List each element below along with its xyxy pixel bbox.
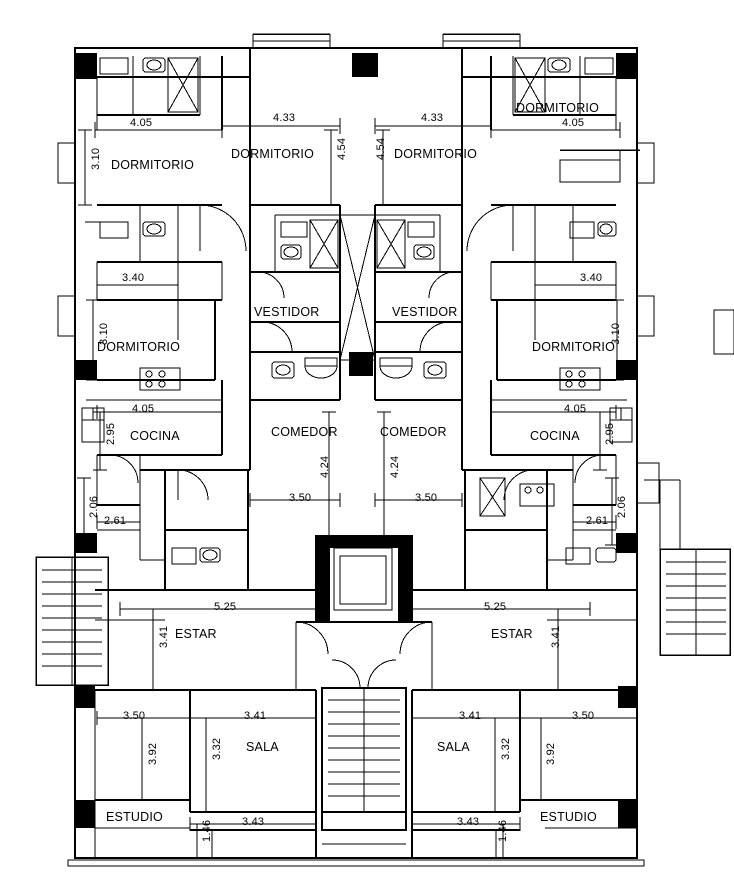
dim-261-l: 2.61	[104, 515, 127, 527]
dim-454-l: 4.54	[336, 137, 348, 160]
dim-310-ml: 3.10	[98, 322, 110, 345]
dim-341-bl: 3.41	[244, 710, 267, 722]
estudio-right: ESTUDIO	[540, 810, 597, 824]
dim-424-l: 4.24	[319, 455, 331, 478]
dim-350-bl: 3.50	[123, 710, 146, 722]
dim-405-ml: 4.05	[132, 403, 155, 415]
vestidor-right: VESTIDOR	[392, 305, 458, 319]
dim-332-r: 3.32	[500, 737, 512, 760]
dormitorio-top-left: DORMITORIO	[111, 158, 195, 172]
dim-341-br: 3.41	[459, 710, 482, 722]
dim-332-l: 3.32	[211, 737, 223, 760]
dim-405-tl: 4.05	[130, 117, 153, 129]
dim-405-tr: 4.05	[562, 117, 585, 129]
dim-341-er: 3.41	[550, 625, 562, 648]
dim-525-l: 5.25	[214, 601, 237, 613]
dim-310-mr: 3.10	[610, 322, 622, 345]
dim-433-tr: 4.33	[421, 112, 444, 124]
dim-206-r: 2.06	[616, 495, 628, 518]
dormitorio-mid-left: DORMITORIO	[97, 340, 181, 354]
estudio-left: ESTUDIO	[106, 810, 163, 824]
dim-343-br: 3.43	[457, 816, 480, 828]
sala-left: SALA	[246, 740, 279, 754]
comedor-left: COMEDOR	[271, 425, 338, 439]
cocina-right: COCINA	[530, 429, 580, 443]
dim-295-r: 2.95	[604, 422, 616, 445]
dim-350-br: 3.50	[572, 710, 595, 722]
dim-146-l: 1.46	[201, 819, 213, 842]
dormitorio-mid-right: DORMITORIO	[532, 340, 616, 354]
estar-left: ESTAR	[175, 627, 217, 641]
dim-261-r: 2.61	[586, 515, 609, 527]
dormitorio-top-right: DORMITORIO	[516, 101, 600, 115]
dim-424-r: 4.24	[389, 455, 401, 478]
dim-392-r: 3.92	[545, 742, 557, 765]
dim-454-r: 4.54	[375, 137, 387, 160]
dim-340-l: 3.40	[122, 272, 145, 284]
dim-350-cl: 3.50	[289, 492, 312, 504]
dim-341-el: 3.41	[158, 625, 170, 648]
dim-343-bl: 3.43	[242, 816, 265, 828]
dormitorio-top-left-2: DORMITORIO	[231, 147, 315, 161]
dim-433-tl: 4.33	[273, 112, 296, 124]
dim-392-l: 3.92	[147, 742, 159, 765]
vestidor-left: VESTIDOR	[254, 305, 320, 319]
dim-310-tl: 3.10	[90, 147, 102, 170]
dormitorio-top-right-2: DORMITORIO	[394, 147, 478, 161]
dim-525-r: 5.25	[484, 601, 507, 613]
dim-206-l: 2.06	[88, 495, 100, 518]
estar-right: ESTAR	[491, 627, 533, 641]
comedor-right: COMEDOR	[380, 425, 447, 439]
dim-405-mr: 4.05	[564, 403, 587, 415]
cocina-left: COCINA	[130, 429, 180, 443]
dim-295-l: 2.95	[105, 422, 117, 445]
sala-right: SALA	[437, 740, 470, 754]
dim-350-cr: 3.50	[415, 492, 438, 504]
dim-340-r: 3.40	[580, 272, 603, 284]
dim-146-r: 1.46	[497, 819, 509, 842]
